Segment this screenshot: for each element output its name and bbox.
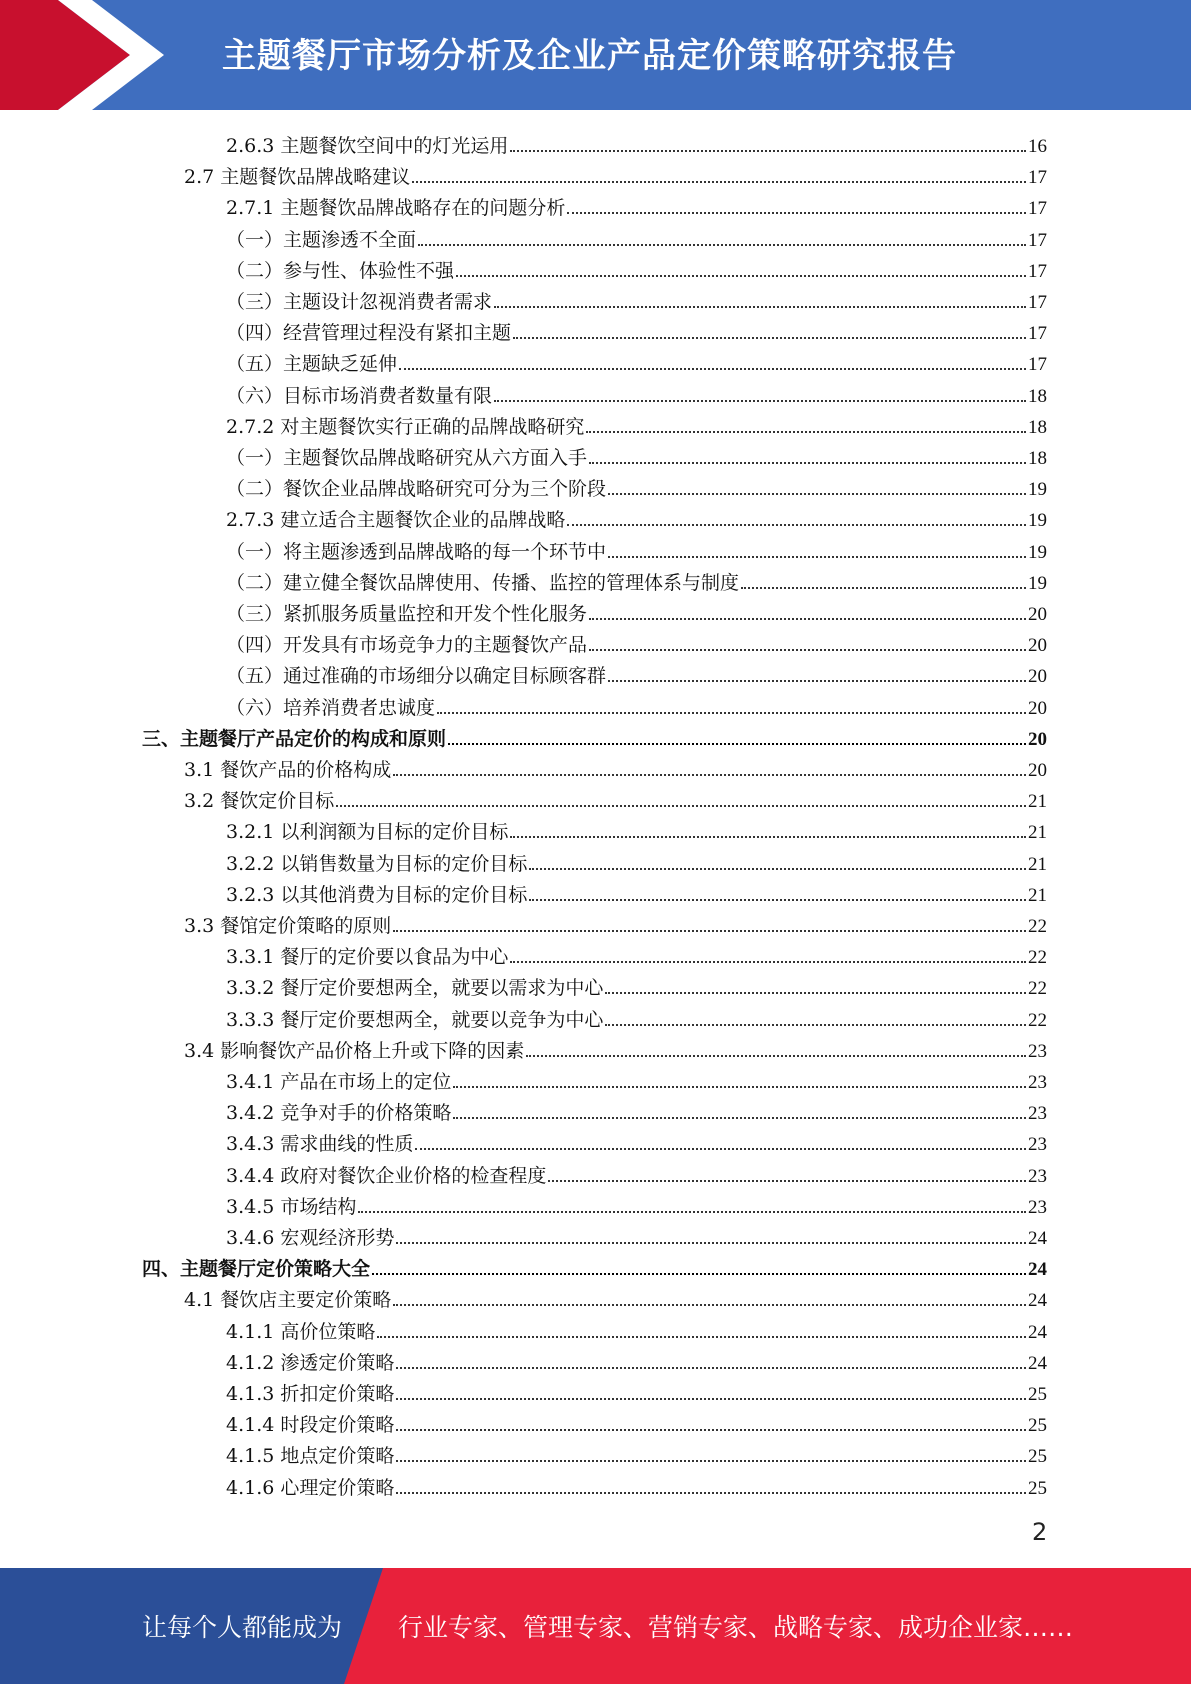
toc-entry-page: 20: [1028, 760, 1047, 781]
toc-dot-leader: [608, 555, 1026, 558]
toc-entry-page: 22: [1028, 947, 1047, 969]
toc-dot-leader: [396, 1397, 1026, 1400]
toc-dot-leader: [336, 804, 1026, 807]
toc-entry-title: 3.4.2 竞争对手的价格策略: [226, 1102, 452, 1125]
toc-dot-leader: [396, 1366, 1026, 1369]
toc-entry-page: 17: [1028, 260, 1047, 282]
toc-dot-leader: [608, 492, 1026, 495]
page-number: 2: [1032, 1518, 1048, 1546]
toc-dot-leader: [567, 211, 1026, 214]
toc-entry[interactable]: [226, 378, 1047, 408]
toc-entry[interactable]: [226, 1470, 1047, 1500]
toc-entry-title: 2.7.3 建立适合主题餐饮企业的品牌战略: [226, 509, 566, 532]
toc-entry[interactable]: [226, 1095, 1047, 1125]
toc-entry-page: 21: [1028, 853, 1047, 875]
toc-entry[interactable]: [184, 752, 1047, 782]
toc-entry-page: 18: [1028, 448, 1047, 469]
toc-dot-leader: [393, 1303, 1026, 1306]
toc-dot-leader: [510, 835, 1026, 838]
toc-entry[interactable]: [184, 1033, 1047, 1063]
toc-entry[interactable]: [226, 471, 1047, 501]
toc-entry-page: 21: [1028, 791, 1047, 813]
toc-dot-leader: [529, 898, 1026, 901]
toc-entry[interactable]: [226, 1158, 1047, 1188]
toc-dot-leader: [448, 742, 1026, 745]
toc-dot-leader: [567, 523, 1026, 526]
toc-entry-title: 3.3.1 餐厅的定价要以食品为中心: [226, 946, 509, 969]
toc-entry-page: 20: [1028, 604, 1047, 625]
toc-entry-title: 2.6.3 主题餐饮空间中的灯光运用: [226, 135, 509, 157]
toc-entry-title: 3.4.4 政府对餐饮企业价格的检查程度: [226, 1164, 547, 1187]
toc-entry-page: 23: [1028, 1103, 1047, 1125]
toc-entry-page: 16: [1028, 136, 1047, 157]
toc-entry-title: 2.7.2 对主题餐饮实行正确的品牌战略研究: [226, 415, 585, 438]
toc-entry-title: 3.4.3 需求曲线的性质: [226, 1133, 414, 1156]
toc-dot-leader: [393, 929, 1026, 932]
toc-entry-page: 20: [1028, 666, 1047, 688]
toc-entry-page: 23: [1028, 1165, 1047, 1187]
toc-entry-page: 20: [1028, 728, 1047, 750]
toc-entry-page: 18: [1028, 385, 1047, 407]
toc-entry-title: 2.7 主题餐饮品牌战略建议: [184, 166, 411, 189]
document-title: 主题餐厅市场分析及企业产品定价策略研究报告: [222, 36, 957, 76]
toc-entry[interactable]: [226, 846, 1047, 876]
toc-entry[interactable]: [226, 565, 1047, 595]
toc-entry[interactable]: [226, 1220, 1047, 1250]
toc-dot-leader: [589, 648, 1026, 651]
toc-dot-leader: [605, 1023, 1026, 1026]
toc-dot-leader: [399, 367, 1026, 370]
toc-entry-page: 25: [1028, 1384, 1047, 1405]
toc-dot-leader: [510, 149, 1026, 152]
toc-entry[interactable]: [226, 284, 1047, 314]
toc-entry-page: 22: [1028, 1009, 1047, 1031]
toc-entry[interactable]: [226, 658, 1047, 688]
toc-dot-leader: [605, 991, 1026, 994]
toc-entry-title: （二）参与性、体验性不强: [226, 259, 455, 282]
toc-entry[interactable]: [226, 970, 1047, 1000]
toc-entry-page: 17: [1028, 167, 1047, 189]
toc-entry-page: 19: [1028, 572, 1047, 594]
toc-entry-page: 24: [1028, 1290, 1047, 1312]
toc-entry-page: 21: [1028, 822, 1047, 844]
toc-entry-title: （三）主题设计忽视消费者需求: [226, 291, 493, 313]
toc-dot-leader: [589, 461, 1026, 464]
toc-entry-title: 4.1.3 折扣定价策略: [226, 1383, 395, 1405]
toc-dot-leader: [529, 867, 1026, 870]
toc-entry[interactable]: [226, 1126, 1047, 1156]
toc-entry[interactable]: [226, 128, 1047, 158]
toc-entry-title: 3.3.3 餐厅定价要想两全，就要以竞争为中心: [226, 1008, 604, 1031]
toc-entry[interactable]: [226, 1002, 1047, 1032]
toc-entry[interactable]: [226, 596, 1047, 626]
toc-entry-title: （一）主题渗透不全面: [226, 228, 417, 251]
toc-entry-title: 4.1.1 高价位策略: [226, 1320, 376, 1343]
toc-entry-page: 24: [1028, 1352, 1047, 1374]
toc-entry-page: 23: [1028, 1040, 1047, 1062]
toc-entry[interactable]: [226, 1407, 1047, 1437]
toc-entry-title: 3.3.2 餐厅定价要想两全，就要以需求为中心: [226, 977, 604, 1000]
toc-dot-leader: [510, 960, 1026, 963]
toc-entry[interactable]: [142, 721, 1047, 751]
toc-entry-title: 3.2.1 以利润额为目标的定价目标: [226, 821, 509, 844]
toc-entry[interactable]: [226, 814, 1047, 844]
toc-dot-leader: [418, 243, 1026, 246]
toc-entry[interactable]: [226, 939, 1047, 969]
toc-entry-title: （二）餐饮企业品牌战略研究可分为三个阶段: [226, 478, 607, 501]
toc-entry[interactable]: [226, 1064, 1047, 1094]
toc-dot-leader: [494, 399, 1026, 402]
toc-entry-page: 17: [1028, 292, 1047, 313]
toc-dot-leader: [513, 336, 1026, 339]
toc-entry-title: （四）开发具有市场竞争力的主题餐饮产品: [226, 634, 588, 657]
toc-dot-leader: [589, 617, 1026, 620]
toc-entry[interactable]: [226, 222, 1047, 252]
toc-entry-page: 25: [1028, 1446, 1047, 1468]
toc-dot-leader: [548, 1179, 1026, 1182]
toc-entry-page: 17: [1028, 354, 1047, 376]
toc-entry-title: （一）将主题渗透到品牌战略的每一个环节中: [226, 540, 607, 563]
toc-entry-title: （五）主题缺乏延伸: [226, 353, 398, 376]
toc-dot-leader: [396, 1459, 1026, 1462]
toc-entry-title: 四、主题餐厅定价策略大全: [142, 1258, 371, 1281]
toc-entry-title: 4.1.4 时段定价策略: [226, 1414, 395, 1437]
toc-entry[interactable]: [226, 534, 1047, 564]
toc-entry-title: （二）建立健全餐饮品牌使用、传播、监控的管理体系与制度: [226, 571, 740, 594]
toc-dot-leader: [377, 1335, 1026, 1338]
toc-entry[interactable]: [226, 409, 1047, 439]
toc-dot-leader: [393, 773, 1026, 776]
toc-entry-title: 4.1 餐饮店主要定价策略: [184, 1289, 392, 1312]
toc-entry-title: 2.7.1 主题餐饮品牌战略存在的问题分析: [226, 197, 566, 220]
toc-entry-title: 3.4 影响餐饮产品价格上升或下降的因素: [184, 1039, 525, 1062]
toc-dot-leader: [586, 430, 1026, 433]
toc-entry-page: 25: [1028, 1415, 1047, 1437]
toc-entry-title: （三）紧抓服务质量监控和开发个性化服务: [226, 603, 588, 625]
toc-entry-title: 3.4.1 产品在市场上的定位: [226, 1071, 452, 1093]
toc-dot-leader: [608, 679, 1026, 682]
toc-entry-title: （六）培养消费者忠诚度: [226, 696, 436, 719]
toc-entry[interactable]: [226, 190, 1047, 220]
toc-dot-leader: [358, 1210, 1026, 1213]
toc-dot-leader: [412, 180, 1026, 183]
toc-entry-page: 17: [1028, 229, 1047, 251]
toc-entry-title: 4.1.2 渗透定价策略: [226, 1351, 395, 1374]
page-footer: [0, 1568, 1191, 1684]
toc-entry[interactable]: [184, 159, 1047, 189]
toc-entry[interactable]: [226, 1376, 1047, 1406]
toc-dot-leader: [396, 1428, 1026, 1431]
toc-entry-page: 18: [1028, 416, 1047, 438]
toc-entry[interactable]: [226, 627, 1047, 657]
toc-entry[interactable]: [226, 1345, 1047, 1375]
toc-entry-page: 21: [1028, 884, 1047, 906]
toc-entry-page: 22: [1028, 978, 1047, 1000]
toc-entry[interactable]: [226, 1314, 1047, 1344]
toc-entry[interactable]: [226, 1438, 1047, 1468]
toc-entry-page: 17: [1028, 323, 1047, 345]
toc-entry[interactable]: [142, 1251, 1047, 1281]
toc-entry-page: 20: [1028, 635, 1047, 657]
toc-entry-title: 3.3 餐馆定价策略的原则: [184, 915, 392, 937]
toc-entry-page: 23: [1028, 1196, 1047, 1218]
toc-entry-title: 3.1 餐饮产品的价格构成: [184, 759, 392, 781]
toc-dot-leader: [456, 274, 1026, 277]
toc-dot-leader: [437, 711, 1026, 714]
toc-entry[interactable]: [226, 690, 1047, 720]
toc-entry-title: （六）目标市场消费者数量有限: [226, 384, 493, 407]
footer-slogan-left: 让每个人都能成为: [142, 1613, 343, 1642]
toc-dot-leader: [494, 305, 1026, 308]
toc-entry-page: 19: [1028, 541, 1047, 563]
toc-entry-page: 23: [1028, 1134, 1047, 1156]
toc-entry[interactable]: [184, 908, 1047, 938]
page-header: [0, 0, 1191, 110]
toc-entry-page: 23: [1028, 1072, 1047, 1093]
toc-entry[interactable]: [184, 783, 1047, 813]
toc-entry-page: 22: [1028, 916, 1047, 937]
toc-entry-title: 4.1.5 地点定价策略: [226, 1445, 395, 1468]
toc-entry-page: 25: [1028, 1477, 1047, 1499]
toc-dot-leader: [396, 1241, 1026, 1244]
toc-entry[interactable]: [226, 346, 1047, 376]
toc-entry[interactable]: [184, 1282, 1047, 1312]
toc-entry-title: 3.2.3 以其他消费为目标的定价目标: [226, 883, 528, 906]
toc-dot-leader: [526, 1054, 1026, 1057]
toc-dot-leader: [741, 586, 1026, 589]
toc-entry-title: 3.2.2 以销售数量为目标的定价目标: [226, 852, 528, 875]
toc-entry[interactable]: [226, 315, 1047, 345]
toc-entry-title: 3.4.6 宏观经济形势: [226, 1227, 395, 1249]
toc-entry-title: （四）经营管理过程没有紧扣主题: [226, 322, 512, 345]
toc-entry-title: 4.1.6 心理定价策略: [226, 1476, 395, 1499]
toc-entry-page: 24: [1028, 1321, 1047, 1343]
toc-entry[interactable]: [226, 502, 1047, 532]
toc-dot-leader: [372, 1272, 1026, 1275]
toc-entry-title: 3.4.5 市场结构: [226, 1195, 357, 1218]
toc-entry-page: 19: [1028, 479, 1047, 501]
toc-entry-title: 3.2 餐饮定价目标: [184, 790, 335, 813]
toc-dot-leader: [453, 1116, 1026, 1119]
toc-entry-title: （一）主题餐饮品牌战略研究从六方面入手: [226, 447, 588, 469]
toc-dot-leader: [415, 1147, 1026, 1150]
toc-entry[interactable]: [226, 440, 1047, 470]
toc-entry-page: 24: [1028, 1259, 1047, 1281]
toc-entry-title: 三、主题餐厅产品定价的构成和原则: [142, 727, 447, 750]
toc-entry[interactable]: [226, 253, 1047, 283]
toc-entry-title: （五）通过准确的市场细分以确定目标顾客群: [226, 665, 607, 688]
toc-dot-leader: [396, 1491, 1026, 1494]
toc-dot-leader: [453, 1085, 1026, 1088]
toc-entry-page: 20: [1028, 697, 1047, 719]
toc-entry[interactable]: [226, 877, 1047, 907]
toc-entry-page: 24: [1028, 1228, 1047, 1249]
toc-entry[interactable]: [226, 1189, 1047, 1219]
footer-slogan-right: 行业专家、管理专家、营销专家、战略专家、成功企业家……: [398, 1613, 1074, 1642]
toc-entry-page: 19: [1028, 510, 1047, 532]
toc-entry-page: 17: [1028, 198, 1047, 220]
